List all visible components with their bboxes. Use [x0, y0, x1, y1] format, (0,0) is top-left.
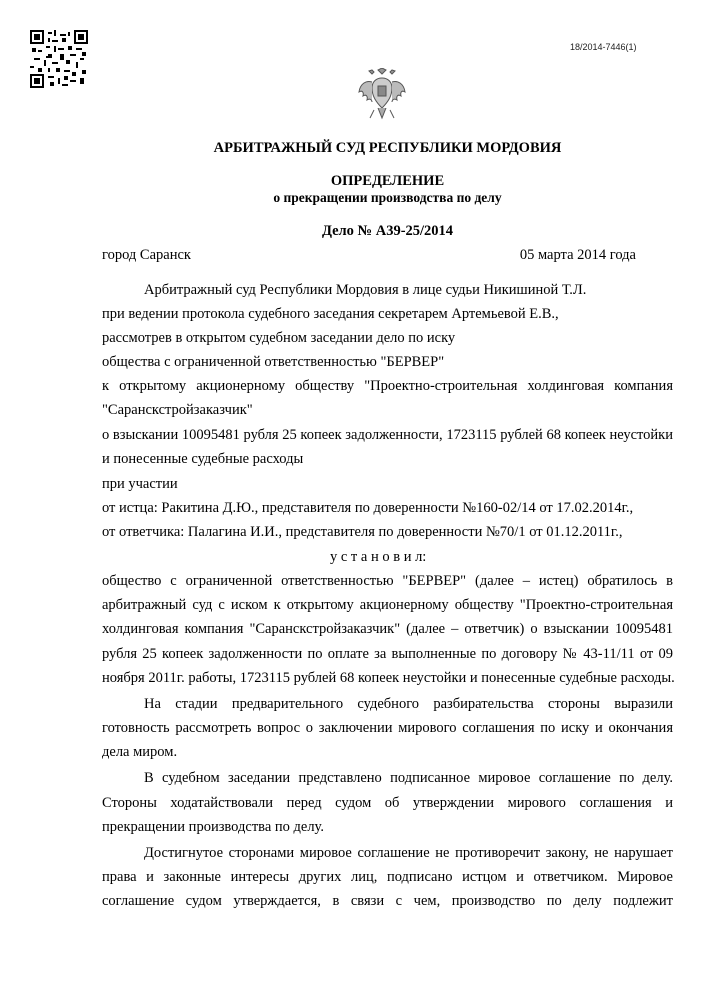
document-id: 18/2014-7446(1) — [570, 42, 637, 52]
body-line: ноября 2011г. работы, 1723115 рублей 68 копеек неустойки и понесенные судебные расходы. — [102, 670, 675, 686]
body-line: Стороны ходатайствовали перед судом об утверждении мирового соглашения и — [102, 795, 673, 811]
body-line: "Саранскстройзаказчик" — [102, 402, 253, 418]
body-line: готовность рассмотреть вопрос о заключении мирового соглашения по иску и окончания — [102, 720, 673, 736]
qr-code-icon — [30, 30, 88, 88]
coat-of-arms-icon — [358, 68, 406, 122]
body-line: о взыскании 10095481 рубля 25 копеек задолженности, 1723115 рублей 68 копеек неустойки — [102, 427, 673, 443]
body-line: от ответчика: Палагина И.И., представителя по доверенности №70/1 от 01.12.2011г., — [102, 524, 623, 540]
body-line: от истца: Ракитина Д.Ю., представителя по доверенности №160-02/14 от 17.02.2014г., — [102, 500, 634, 516]
body-line: при ведении протокола судебного заседания секретарем Артемьевой Е.В., — [102, 306, 559, 322]
body-line: арбитражный суд с иском к открытому акционерному обществу "Проектно-строительная — [102, 597, 673, 613]
section-heading: у с т а н о в и л: — [330, 549, 427, 565]
document-date: 05 марта 2014 года — [519, 247, 636, 263]
body-line: и понесенные судебные расходы — [102, 451, 304, 467]
body-line: права и законные интересы других лиц, подписано истцом и ответчиком. Мировое — [102, 869, 673, 885]
body-line: общество с ограниченной ответственностью "БЕРВЕР" (далее – истец) обратилось в — [102, 573, 673, 589]
case-number: Дело № А39-25/2014 — [321, 223, 454, 239]
city: город Саранск — [102, 247, 191, 263]
body-line: В судебном заседании представлено подписанное мировое соглашение по делу. — [144, 770, 673, 786]
body-line: рассмотрев в открытом судебном заседании дело по иску — [102, 330, 456, 346]
body-line: прекращении производства по делу. — [102, 819, 324, 835]
body-line: соглашение судом утверждается, в связи с чем, производство по делу подлежит — [102, 893, 673, 909]
court-name: АРБИТРАЖНЫЙ СУД РЕСПУБЛИКИ МОРДОВИЯ — [213, 140, 562, 156]
body-line: холдинговая компания "Саранскстройзаказчик" (далее – ответчик) о взыскании 10095481 — [102, 621, 673, 637]
body-line: дела миром. — [102, 744, 178, 760]
body-line: к открытому акционерному обществу "Проектно-строительная холдинговая компания — [102, 378, 673, 394]
body-line: Арбитражный суд Республики Мордовия в лице судьи Никишиной Т.Л. — [144, 282, 587, 298]
body-line: Достигнутое сторонами мировое соглашение не противоречит закону, не нарушает — [144, 845, 673, 861]
body-line: при участии — [102, 476, 178, 492]
document-subtype: о прекращении производства по делу — [273, 190, 502, 205]
body-line: общества с ограниченной ответственностью "БЕРВЕР" — [102, 354, 445, 370]
body-line: рубля 25 копеек задолженности по оплате за выполненные по договору № 43-11/11 от 09 — [102, 646, 673, 662]
document-type: ОПРЕДЕЛЕНИЕ — [330, 173, 445, 189]
body-line: На стадии предварительного судебного разбирательства стороны выразили — [144, 696, 673, 712]
